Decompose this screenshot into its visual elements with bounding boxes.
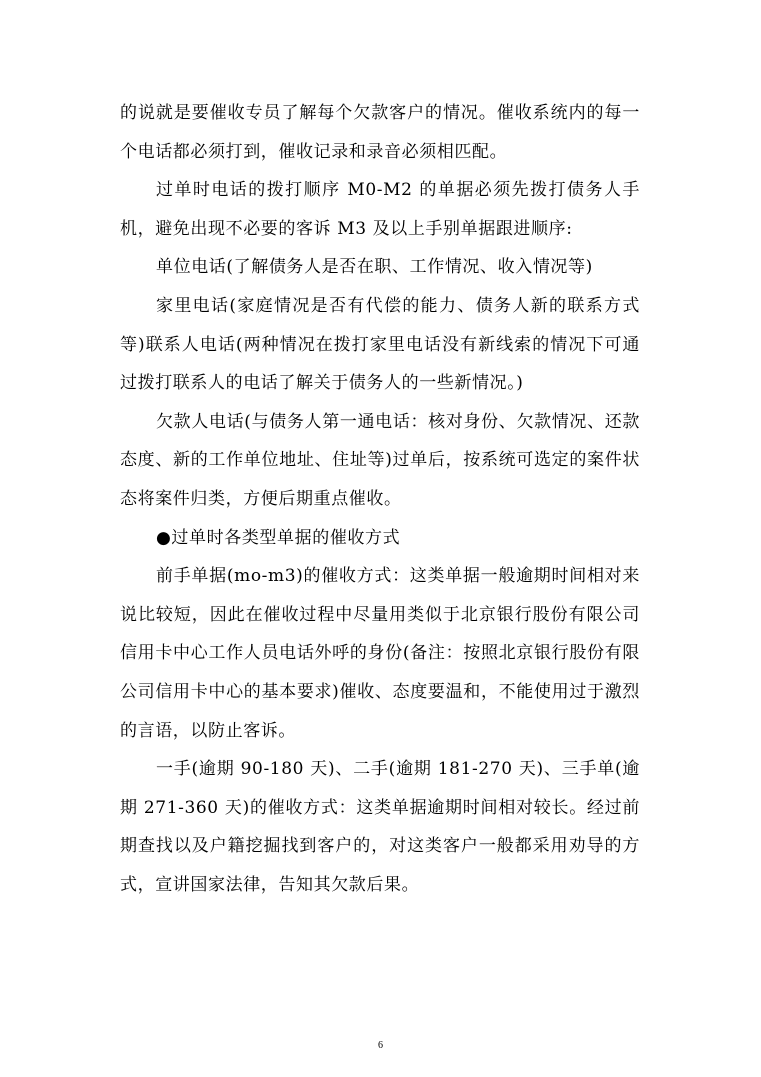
paragraph-6: 前手单据(mo-m3)的催收方式：这类单据一般逾期时间相对来说比较短，因此在催收过程中尽量用类似于北京银行股份有限公司信用卡中心工作人员电话外呼的身份(备注：按照北京银行股份有限公司信用卡中心的基本要求)催收、态度要温和，不能使用过于激烈的言语，以防止客诉。	[120, 566, 640, 741]
paragraph-7: 一手(逾期 90-180 天)、二手(逾期 181-270 天)、三手单(逾期 271-360 天)的催收方式：这类单据逾期时间相对较长。经过前期查找以及户籍挖掘找到客户的，对这类客户一般都采用劝导的方式，宣讲国家法律，告知其欠款后果。	[120, 759, 640, 895]
paragraph-1: 的说就是要催收专员了解每个欠款客户的情况。催收系统内的每一个电话都必须打到，催收记录和录音必须相匹配。	[120, 103, 640, 162]
page-number: 6	[378, 1040, 383, 1051]
paragraph-3: 单位电话(了解债务人是否在职、工作情况、收入情况等)	[156, 257, 593, 278]
document-body	[120, 94, 640, 904]
section-heading-bullet: ●过单时各类型单据的催收方式	[156, 527, 401, 548]
paragraph-4: 家里电话(家庭情况是否有代偿的能力、债务人新的联系方式等)联系人电话(两种情况在拨打家里电话没有新线索的情况下可通过拨打联系人的电话了解关于债务人的一些新情况。)	[120, 295, 640, 394]
paragraph-5: 欠款人电话(与债务人第一通电话：核对身份、欠款情况、还款态度、新的工作单位地址、住址等)过单后，按系统可选定的案件状态将案件归类，方便后期重点催收。	[120, 411, 640, 509]
paragraph-2: 过单时电话的拨打顺序 M0-M2 的单据必须先拨打债务人手机，避免出现不必要的客诉 M3 及以上手别单据跟进顺序:	[120, 180, 640, 239]
